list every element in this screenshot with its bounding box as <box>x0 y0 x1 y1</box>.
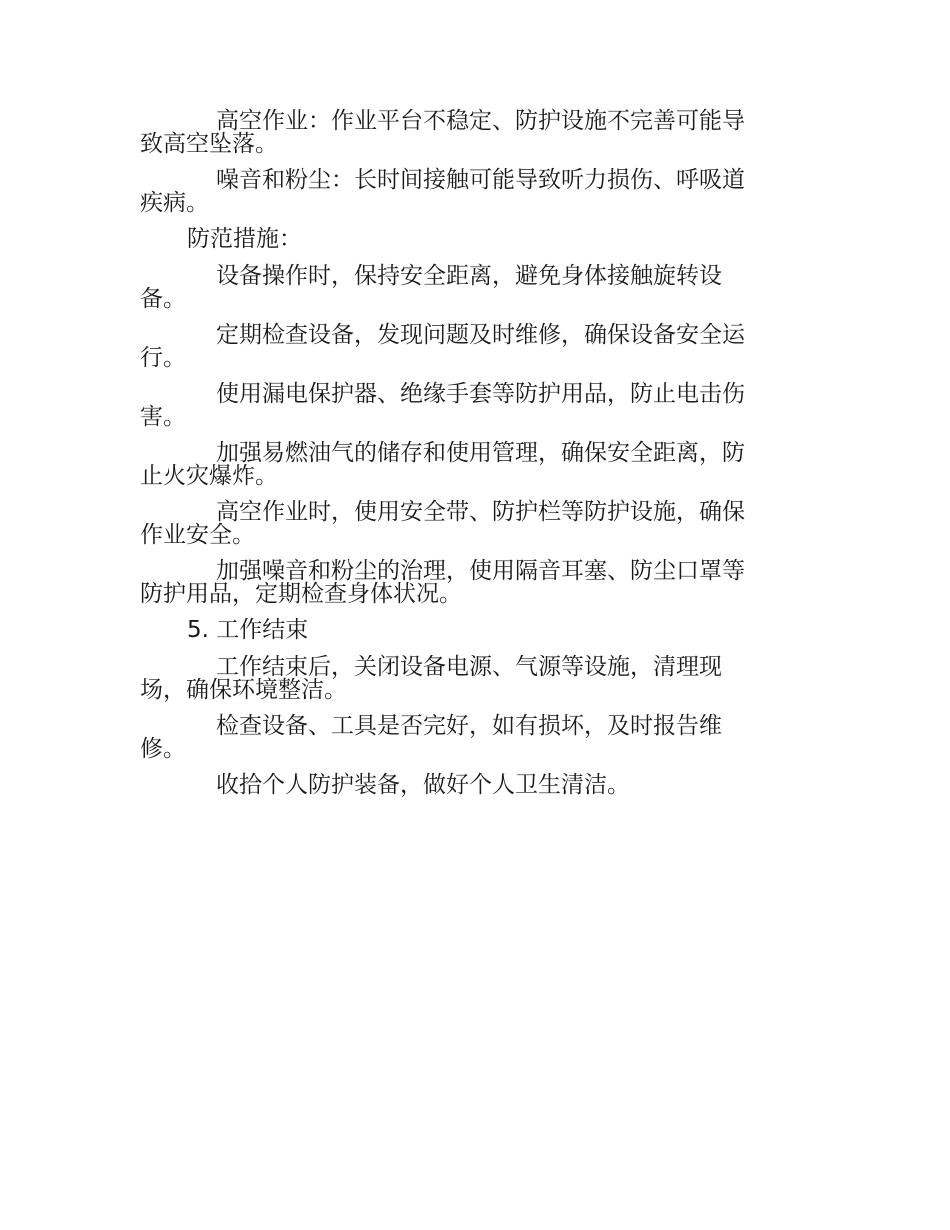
measure-paragraph <box>140 324 800 370</box>
paragraph-line: 止火灾爆炸。 <box>140 463 278 489</box>
paragraph-line: 加强噪音和粉尘的治理，使用隔音耳塞、防尘口罩等 <box>216 558 745 584</box>
paragraph-line: 害。 <box>140 404 186 430</box>
paragraph-line: 致高空坠落。 <box>140 131 278 157</box>
paragraph-line: 疾病。 <box>140 190 209 216</box>
paragraph-line: 高空作业时，使用安全带、防护栏等防护设施，确保 <box>216 499 745 525</box>
measure-paragraph <box>140 383 800 429</box>
paragraph-line: 作业安全。 <box>140 522 255 548</box>
paragraph-line: 行。 <box>140 345 186 371</box>
hazard-paragraph-high-altitude <box>140 110 800 156</box>
measure-paragraph <box>140 442 800 488</box>
paragraph-line: 检查设备、工具是否完好，如有损坏，及时报告维 <box>216 713 722 739</box>
measure-paragraph <box>140 265 800 311</box>
section-5-paragraph <box>140 715 800 761</box>
paragraph-line: 加强易燃油气的储存和使用管理，确保安全距离，防 <box>216 440 745 466</box>
section-5-paragraph <box>140 656 800 702</box>
measures-heading: 防范措施： <box>187 226 302 252</box>
paragraph-line: 噪音和粉尘：长时间接触可能导致听力损伤、呼吸道 <box>216 167 745 193</box>
measure-paragraph <box>140 501 800 547</box>
paragraph-line: 备。 <box>140 286 186 312</box>
paragraph-line: 修。 <box>140 736 186 762</box>
section-5-heading: 5. 工作结束 <box>187 617 309 643</box>
paragraph-line: 使用漏电保护器、绝缘手套等防护用品，防止电击伤 <box>216 381 745 407</box>
paragraph-line: 定期检查设备，发现问题及时维修，确保设备安全运 <box>216 322 745 348</box>
hazard-paragraph-noise-dust <box>140 169 800 215</box>
section-5-paragraph <box>140 774 800 797</box>
paragraph-line: 工作结束后，关闭设备电源、气源等设施，清理现 <box>216 654 722 680</box>
paragraph-line: 防护用品，定期检查身体状况。 <box>140 581 462 607</box>
paragraph-line: 场，确保环境整洁。 <box>140 677 347 703</box>
measure-paragraph <box>140 560 800 606</box>
paragraph-line: 高空作业：作业平台不稳定、防护设施不完善可能导 <box>216 108 745 134</box>
paragraph-line: 设备操作时，保持安全距离，避免身体接触旋转设 <box>216 263 722 289</box>
paragraph-line: 收拾个人防护装备，做好个人卫生清洁。 <box>216 772 630 798</box>
